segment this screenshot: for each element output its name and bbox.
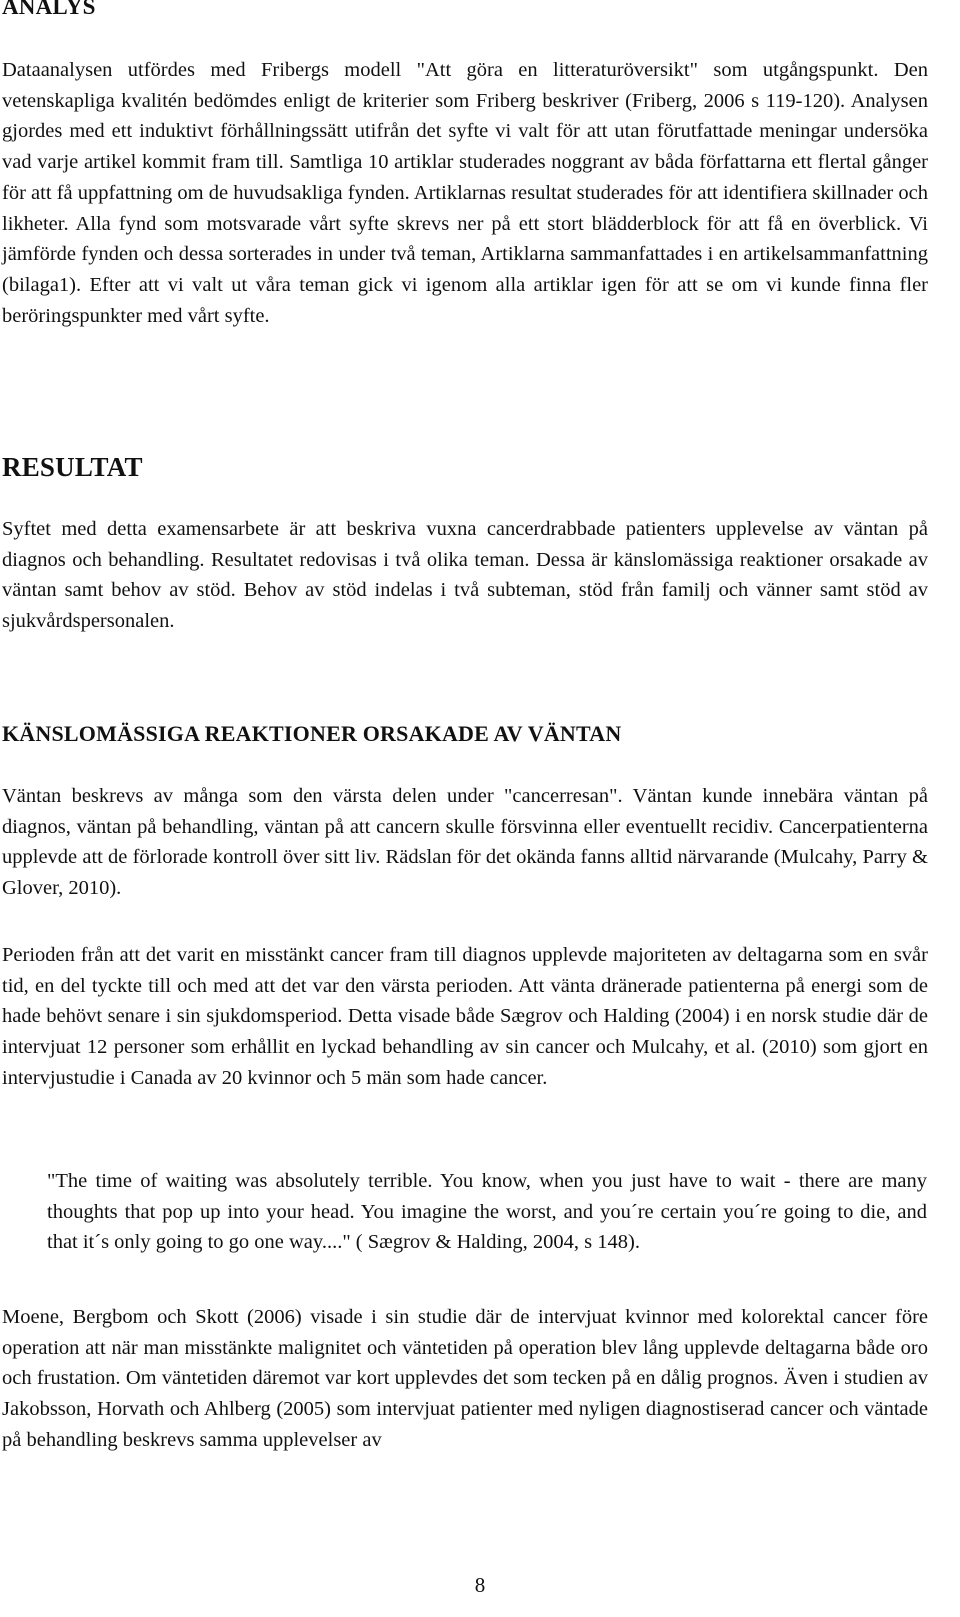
block-quote: "The time of waiting was absolutely terrible. You know, when you just have to wait - there are many thoughts that pop up into your head. You imagine the worst, and you´re certain you´re going to die, and that it´s only going to go one way...." ( Sægrov & Halding, 2004, s 148). — [47, 1170, 927, 1254]
paragraph-resultat: Syftet med detta examensarbete är att beskriva vuxna cancerdrabbade patienters upplevelse av väntan på diagnos och behandling. Resultatet redovisas i två olika teman. Dessa är känslomässiga reaktioner orsakade av väntan samt behov av stöd. Behov av stöd indelas i två subteman, stöd från familj och vänner samt stöd av sjukvårdspersonalen. — [2, 518, 928, 633]
paragraph-kanslomassiga-2: Perioden från att det varit en misstänkt cancer fram till diagnos upplevde majoriteten av deltagarna som en svår tid, en del tyckte till och med att det var den värsta perioden. Att vänta dränerade patienterna på energi som de hade behövt senare i sin sjukdomsperiod. Detta visade både Sægrov och Halding (2004) i en norsk studie där de intervjuat 12 personer som erhållit en lyckad behandling av sin cancer och Mulcahy, et al. (2010) som gjort en intervjustudie i Canada av 20 kvinnor och 5 män som hade cancer. — [2, 944, 928, 1089]
paragraph-analys: Dataanalysen utfördes med Fribergs modell "Att göra en litteraturöversikt" som utgångspunkt. Den vetenskapliga kvalitén bedömdes enligt de kriterier som Friberg beskriver (Friberg, 2006 s 119-120). Analysen gjordes med ett induktivt förhållningssätt utifrån det syfte vi valt för att utan förutfattade meningar undersöka vad varje artikel kommit fram till. Samtliga 10 artiklar studerades noggrant av båda författarna ett flertal gånger för att få uppfattning om de huvudsakliga fynden. Artiklarnas resultat studerades för att identifiera skillnader och likheter. Alla fynd som motsvarade vårt syfte skrevs ner på ett stort blädderblock för att få en överblick. Vi jämförde fynden och dessa sorterades in under två teman, Artiklarna sammanfattades i en artikelsammanfattning (bilaga1). Efter att vi valt ut våra teman gick vi igenom alla artiklar igen för att se om vi kunde finna fler beröringspunkter med vårt syfte. — [2, 59, 928, 327]
section-heading-kanslomassiga-reaktioner: KÄNSLOMÄSSIGA REAKTIONER ORSAKADE AV VÄNTAN — [2, 721, 622, 746]
section-heading-resultat: RESULTAT — [2, 452, 143, 482]
paragraph-kanslomassiga-1: Väntan beskrevs av många som den värsta delen under "cancerresan". Väntan kunde innebära väntan på diagnos, väntan på behandling, väntan på att cancern skulle försvinna eller eventuellt recidiv. Cancerpatienterna upplevde att de förlorade kontroll över sitt liv. Rädslan för det okända fanns alltid närvarande (Mulcahy, Parry & Glover, 2010). — [2, 785, 928, 900]
paragraph-kanslomassiga-3: Moene, Bergbom och Skott (2006) visade i sin studie där de intervjuat kvinnor med kolorektal cancer före operation att när man misstänkte malignitet och väntetiden på operation blev lång upplevde deltagarna både oro och frustation. Om väntetiden däremot var kort upplevdes det som tecken på en dålig prognos. Även i studien av Jakobsson, Horvath och Ahlberg (2005) som intervjuat patienter med nyligen diagnostiserad cancer och väntade på behandling beskrevs samma upplevelser av — [2, 1306, 928, 1451]
section-heading-analys: ANALYS — [2, 0, 96, 19]
page-number: 8 — [474, 1573, 486, 1597]
